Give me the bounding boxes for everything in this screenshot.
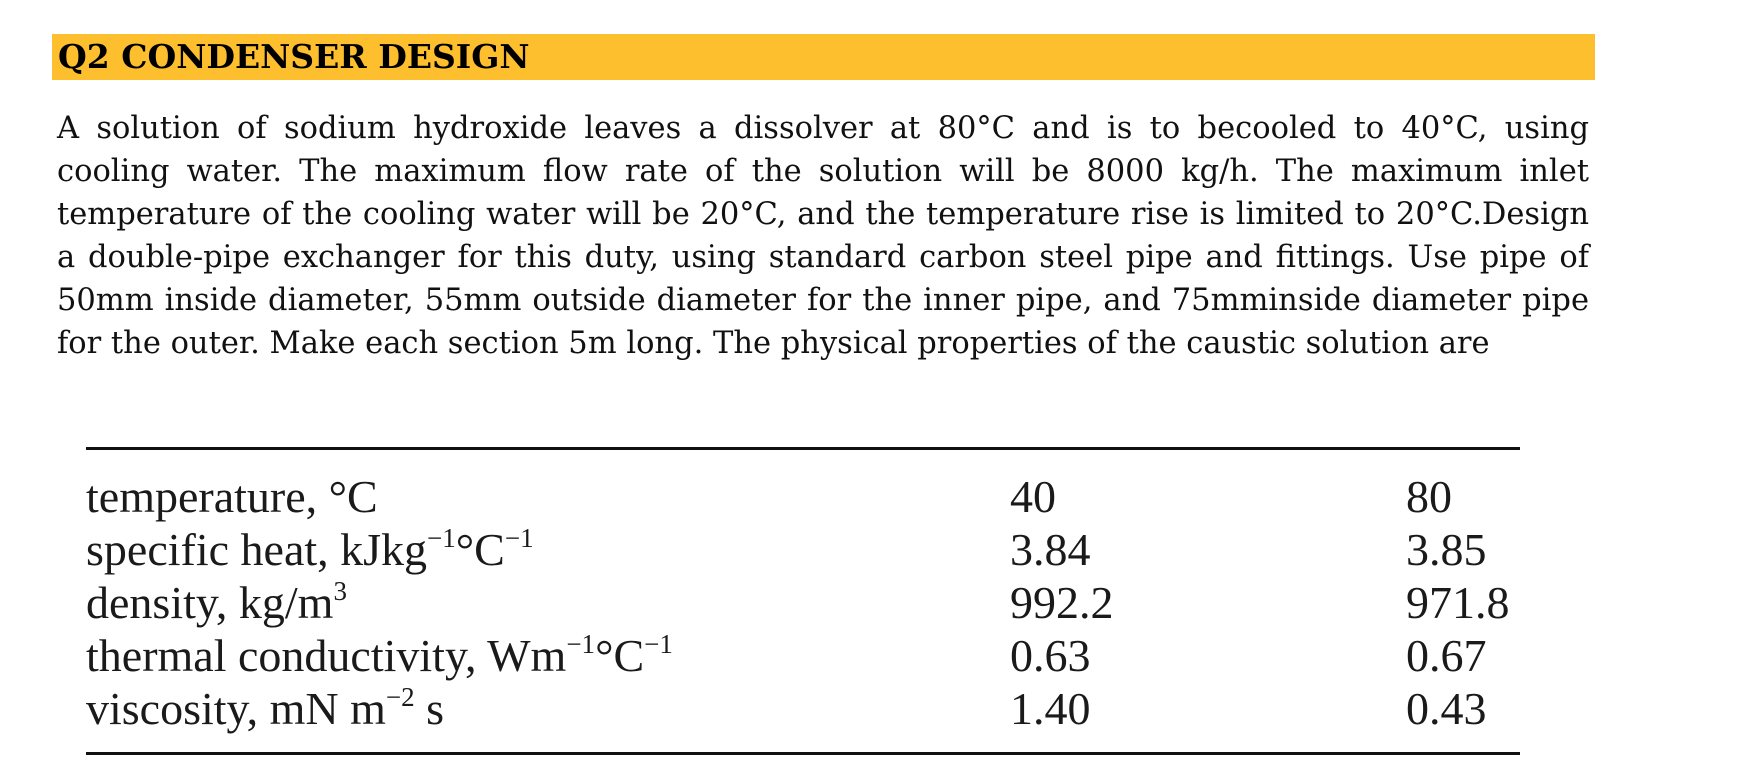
section-heading: Q2 CONDENSER DESIGN bbox=[58, 37, 530, 76]
property-label: density, $kg/m^3$ bbox=[86, 576, 347, 628]
section-heading-bar bbox=[52, 34, 1595, 80]
value-at-80: 80 bbox=[1406, 471, 1452, 522]
property-label: viscosity, mN $m^{-2}$ s bbox=[86, 682, 444, 734]
table-bottom-rule bbox=[86, 752, 1520, 755]
problem-statement: A solution of sodium hydroxide leaves a dissolver at 80°C and is to becooled to 40°C, using cooling water. The maximum flow rate of the solution will be 8000 kg/h. The maximum inlet temperature of the cooling water will be 20°C, and the temperature rise is limited to 20°C.Design a double-pipe exchanger for this duty, using standard carbon steel pipe and fittings. Use pipe of 50mm inside diameter, 55mm outside diameter for the inner pipe, and 75mminside diameter pipe for the outer. Make each section 5m long. The physical properties of the caustic solution are bbox=[57, 111, 1589, 361]
value-at-40: 0.63 bbox=[1010, 630, 1091, 681]
property-label: specific heat, $kJkg^{-1}^\circ C^{-1}$ bbox=[86, 523, 534, 575]
property-label: thermal conductivity, $Wm^{-1}^\circ C^{-1}$ bbox=[86, 629, 673, 681]
value-at-40: 1.40 bbox=[1010, 683, 1091, 734]
table-row bbox=[86, 523, 1520, 576]
value-at-80: 971.8 bbox=[1406, 577, 1510, 628]
value-at-80: 0.67 bbox=[1406, 630, 1487, 681]
properties-table bbox=[86, 470, 1520, 735]
table-row bbox=[86, 470, 1520, 523]
property-label: temperature, °C bbox=[86, 471, 378, 522]
table-row bbox=[86, 629, 1520, 682]
value-at-40: 3.84 bbox=[1010, 524, 1091, 575]
value-at-80: 0.43 bbox=[1406, 683, 1487, 734]
value-at-40: 992.2 bbox=[1010, 577, 1114, 628]
value-at-80: 3.85 bbox=[1406, 524, 1487, 575]
table-row bbox=[86, 576, 1520, 629]
table-row bbox=[86, 682, 1520, 735]
value-at-40: 40 bbox=[1010, 471, 1056, 522]
table-top-rule bbox=[86, 447, 1520, 450]
